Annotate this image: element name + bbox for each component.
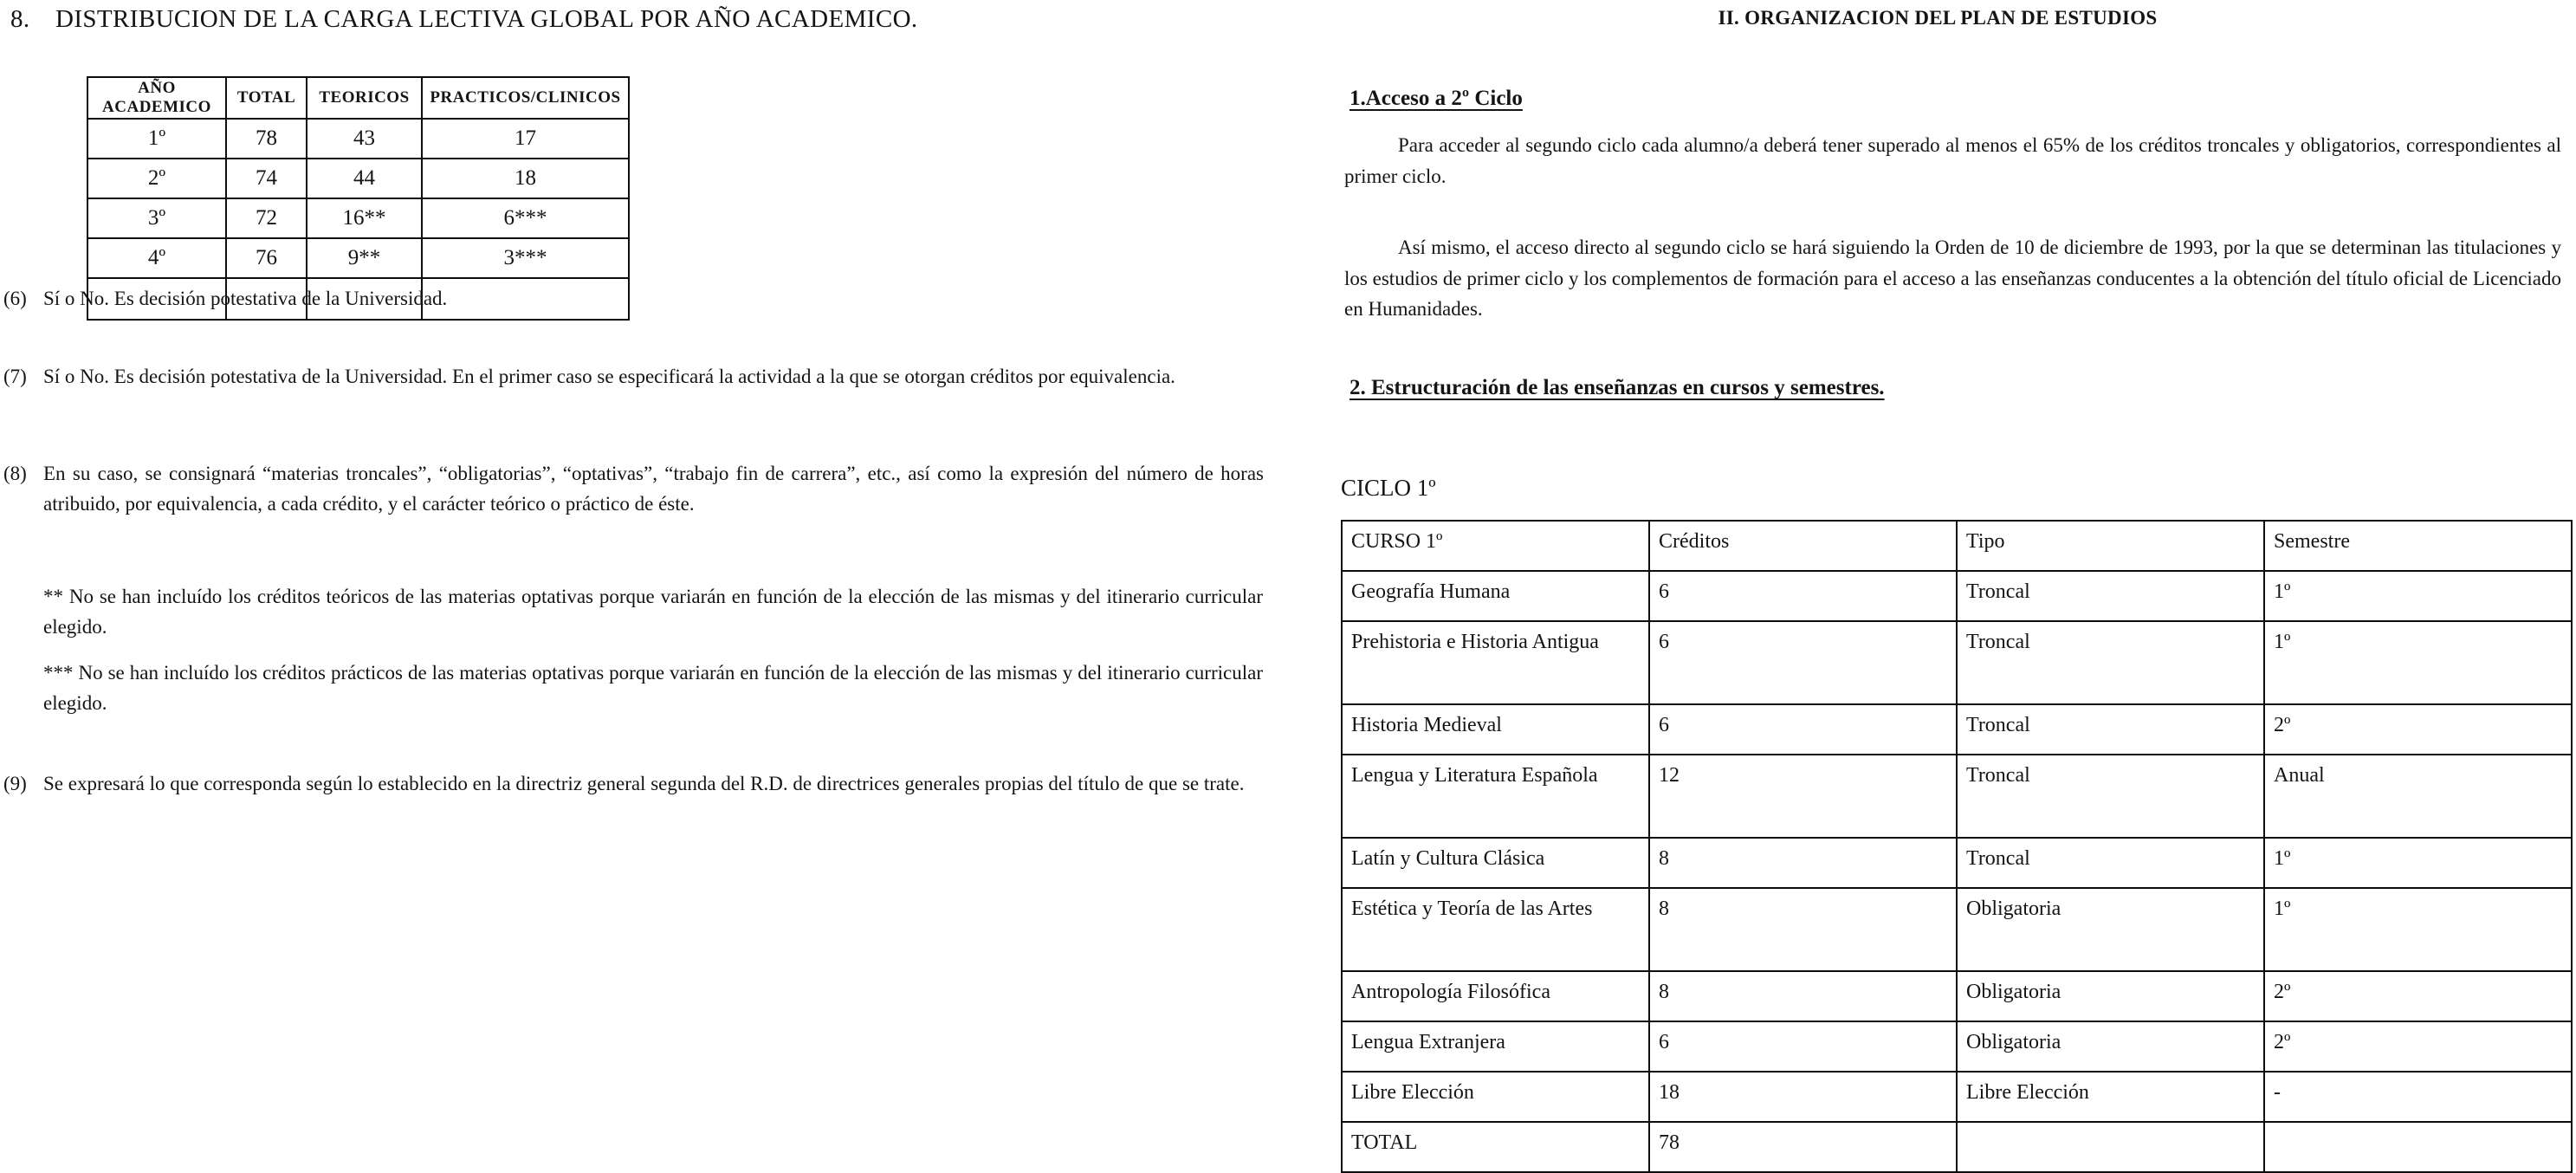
column-header-tipo: Tipo bbox=[1957, 521, 2264, 571]
footnote-6 bbox=[3, 284, 1026, 314]
cell-semestre: 2º bbox=[2264, 704, 2572, 755]
cell-total-label: TOTAL bbox=[1342, 1122, 1649, 1172]
cell-creditos: 6 bbox=[1649, 704, 1957, 755]
cell-semestre: Anual bbox=[2264, 755, 2572, 838]
subsection-heading-acceso: 1.Acceso a 2º Ciclo bbox=[1349, 87, 1523, 110]
cell-ano: 4º bbox=[87, 238, 226, 278]
table-row bbox=[87, 198, 629, 238]
cell-asignatura: Geografía Humana bbox=[1342, 571, 1649, 621]
cell-semestre: 1º bbox=[2264, 571, 2572, 621]
cell-ano: 3º bbox=[87, 198, 226, 238]
table-row bbox=[1342, 1072, 2572, 1122]
cell-total: 78 bbox=[226, 119, 307, 159]
cell-semestre: 2º bbox=[2264, 971, 2572, 1021]
cell-tipo: Troncal bbox=[1957, 704, 2264, 755]
cell-asignatura: Historia Medieval bbox=[1342, 704, 1649, 755]
table-row bbox=[1342, 755, 2572, 838]
cell-tipo bbox=[1957, 1122, 2264, 1172]
column-header-ano-academico: AÑO ACADEMICO bbox=[87, 77, 226, 119]
cell-creditos: 8 bbox=[1649, 838, 1957, 888]
cell-tipo: Troncal bbox=[1957, 838, 2264, 888]
table-header-row bbox=[87, 77, 629, 119]
column-header-total: TOTAL bbox=[226, 77, 307, 119]
cell-semestre: 1º bbox=[2264, 838, 2572, 888]
cell-creditos: 12 bbox=[1649, 755, 1957, 838]
cell-asignatura: Prehistoria e Historia Antigua bbox=[1342, 621, 1649, 704]
footnote-7-text: Sí o No. Es decisión potestativa de la Universidad. En el primer caso se especificará la actividad a la que se otorgan créditos por equivalencia. bbox=[43, 366, 1175, 387]
column-header-teoricos: TEORICOS bbox=[307, 77, 422, 119]
footnote-8 bbox=[3, 459, 1264, 520]
cell-practicos: 18 bbox=[422, 159, 629, 198]
footnote-9-label: (9) bbox=[3, 773, 27, 794]
cell-asignatura: Estética y Teoría de las Artes bbox=[1342, 888, 1649, 971]
table-row bbox=[1342, 838, 2572, 888]
cell-creditos: 8 bbox=[1649, 888, 1957, 971]
cell-creditos: 18 bbox=[1649, 1072, 1957, 1122]
footnote-8-label: (8) bbox=[3, 463, 27, 484]
table-header-row bbox=[1342, 521, 2572, 571]
column-header-curso: CURSO 1º bbox=[1342, 521, 1649, 571]
cell-asignatura: Libre Elección bbox=[1342, 1072, 1649, 1122]
cell-practicos: 6*** bbox=[422, 198, 629, 238]
cell-semestre: 1º bbox=[2264, 888, 2572, 971]
cell-practicos: 17 bbox=[422, 119, 629, 159]
table-row bbox=[1342, 888, 2572, 971]
ciclo-label: CICLO 1º bbox=[1341, 475, 1436, 501]
cell-asignatura: Lengua Extranjera bbox=[1342, 1021, 1649, 1072]
table-row-total bbox=[1342, 1122, 2572, 1172]
cell-creditos: 6 bbox=[1649, 571, 1957, 621]
table-row bbox=[1342, 1021, 2572, 1072]
column-header-practicos-clinicos: PRACTICOS/CLINICOS bbox=[422, 77, 629, 119]
cell-tipo: Troncal bbox=[1957, 621, 2264, 704]
cell-asignatura: Lengua y Literatura Española bbox=[1342, 755, 1649, 838]
cell-creditos: 6 bbox=[1649, 621, 1957, 704]
cell-total-creditos: 78 bbox=[1649, 1122, 1957, 1172]
footnote-7-label: (7) bbox=[3, 366, 27, 387]
footnote-double-asterisk bbox=[43, 582, 1263, 643]
footnote-triple-asterisk-text: *** No se han incluído los créditos prácticos de las materias optativas porque variarán en función de la elección de las mismas y del itinerario curricular elegido. bbox=[43, 662, 1263, 714]
table-row bbox=[1342, 971, 2572, 1021]
footnote-7 bbox=[3, 362, 1264, 392]
subsection-heading-estructuracion: 2. Estructuración de las enseñanzas en cursos y semestres. bbox=[1349, 376, 1885, 399]
cell-asignatura: Latín y Cultura Clásica bbox=[1342, 838, 1649, 888]
left-column bbox=[0, 0, 1291, 1141]
paragraph-acceso-2: Así mismo, el acceso directo al segundo ciclo se hará siguiendo la Orden de 10 de diciembre de 1993, por la que se determinan las titulaciones y los estudios de primer ciclo y los complementos de formación para el acceso a las enseñanzas conducentes a la obtención del título oficial de Licenciado en Humanidades. bbox=[1344, 237, 2561, 321]
table-row bbox=[87, 119, 629, 159]
cell-teoricos: 43 bbox=[307, 119, 422, 159]
column-header-creditos: Créditos bbox=[1649, 521, 1957, 571]
table-row bbox=[1342, 704, 2572, 755]
cell-semestre bbox=[2264, 1122, 2572, 1172]
section-title: DISTRIBUCION DE LA CARGA LECTIVA GLOBAL POR AÑO ACADEMICO. bbox=[55, 5, 918, 33]
cell-teoricos: 44 bbox=[307, 159, 422, 198]
cell-total: 72 bbox=[226, 198, 307, 238]
right-column bbox=[1299, 0, 2576, 1154]
column-header-semestre: Semestre bbox=[2264, 521, 2572, 571]
cell-tipo: Troncal bbox=[1957, 571, 2264, 621]
page-title: II. ORGANIZACION DEL PLAN DE ESTUDIOS bbox=[1718, 7, 2158, 29]
cell-semestre: - bbox=[2264, 1072, 2572, 1122]
table-row bbox=[87, 159, 629, 198]
footnote-triple-asterisk bbox=[43, 658, 1263, 719]
cell-teoricos: 16** bbox=[307, 198, 422, 238]
paragraph-acceso-1: Para acceder al segundo ciclo cada alumno/a deberá tener superado al menos el 65% de los créditos troncales y obligatorios, correspondientes al primer ciclo. bbox=[1344, 134, 2561, 187]
footnote-6-label: (6) bbox=[3, 288, 27, 309]
section-number: 8. bbox=[10, 5, 30, 33]
cell-tipo: Obligatoria bbox=[1957, 971, 2264, 1021]
footnote-9 bbox=[3, 769, 1264, 800]
footnote-8-text: En su caso, se consignará “materias troncales”, “obligatorias”, “optativas”, “trabajo fin de carrera”, etc., así como la expresión del número de horas atribuido, por equivalencia, a cada crédito, y el carácter teórico o práctico de éste. bbox=[43, 463, 1264, 515]
cell-semestre: 1º bbox=[2264, 621, 2572, 704]
footnote-double-asterisk-text: ** No se han incluído los créditos teóricos de las materias optativas porque variarán en función de la elección de las mismas y del itinerario curricular elegido. bbox=[43, 586, 1263, 638]
cell-total: 76 bbox=[226, 238, 307, 278]
cell-creditos: 6 bbox=[1649, 1021, 1957, 1072]
cell-tipo: Troncal bbox=[1957, 755, 2264, 838]
cell-total: 74 bbox=[226, 159, 307, 198]
cell-tipo: Obligatoria bbox=[1957, 1021, 2264, 1072]
cell-practicos: 3*** bbox=[422, 238, 629, 278]
cell-ano: 1º bbox=[87, 119, 226, 159]
footnote-9-text: Se expresará lo que corresponda según lo establecido en la directriz general segunda del R.D. de directrices generales propias del título de que se trate. bbox=[43, 773, 1245, 794]
curso-primero-table bbox=[1341, 520, 2573, 1173]
table-row bbox=[1342, 571, 2572, 621]
cell-ano: 2º bbox=[87, 159, 226, 198]
table-row bbox=[1342, 621, 2572, 704]
table-row bbox=[87, 238, 629, 278]
cell-semestre: 2º bbox=[2264, 1021, 2572, 1072]
cell-asignatura: Antropología Filosófica bbox=[1342, 971, 1649, 1021]
cell-tipo: Libre Elección bbox=[1957, 1072, 2264, 1122]
section-heading bbox=[10, 5, 1249, 34]
cell-creditos: 8 bbox=[1649, 971, 1957, 1021]
cell-teoricos: 9** bbox=[307, 238, 422, 278]
cell-tipo: Obligatoria bbox=[1957, 888, 2264, 971]
footnote-6-text: Sí o No. Es decisión potestativa de la Universidad. bbox=[43, 288, 448, 309]
